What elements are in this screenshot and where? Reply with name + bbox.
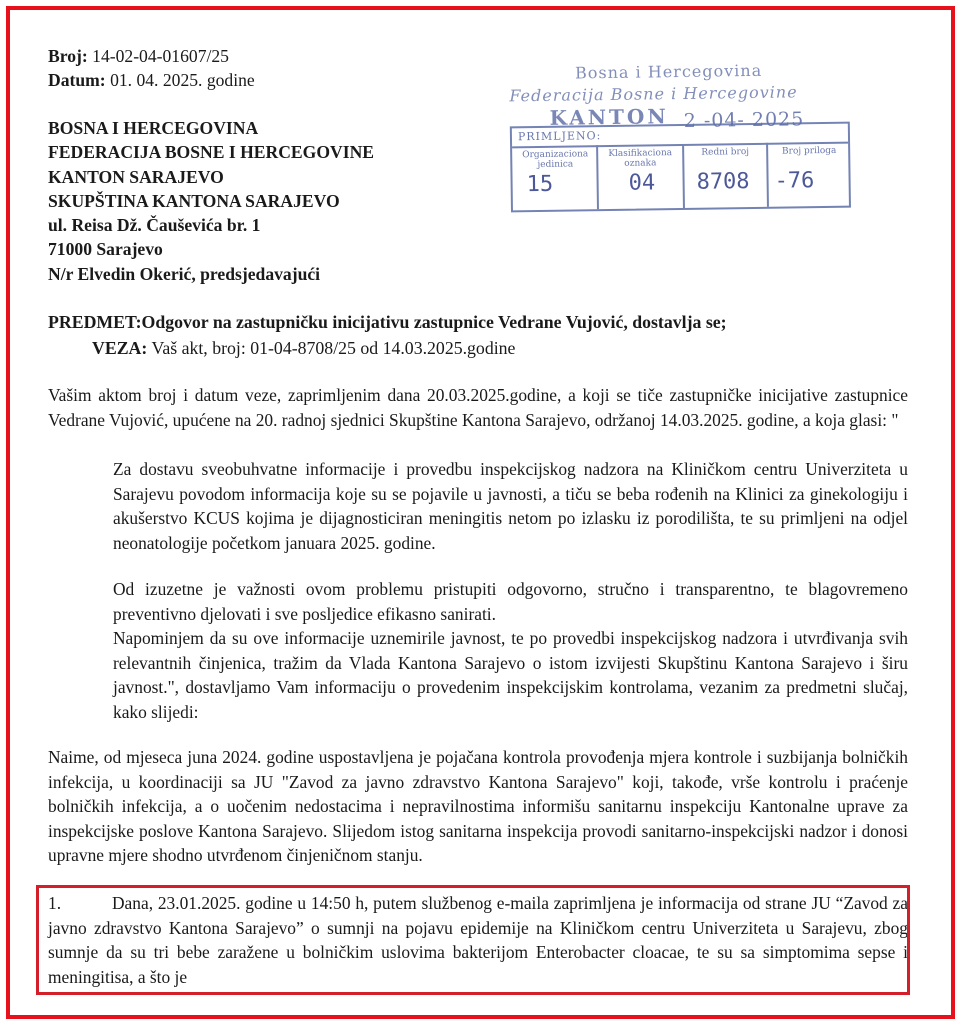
broj-line: Broj: 14-02-04-01607/25 (48, 46, 229, 66)
intro-paragraph: Vašim aktom broj i datum veze, zaprimljenim dana 20.03.2025.godine, a koji se tiče zastupničke inicijative zastupnice Vedrane Vujović, upućene na 20. radnoj sjednici Skupštine Kantona Sarajevo, održanoj 14.03.2025. godine, a koja glasi: " (48, 385, 908, 430)
stamp-date: 2 -04- 2025 (683, 108, 805, 132)
handwritten-entry: -76 (774, 168, 815, 194)
address-line: KANTON SARAJEVO (48, 166, 224, 187)
handwritten-entry: 8708 (696, 169, 750, 195)
address-line: FEDERACIJA BOSNE I HERCEGOVINE (48, 142, 375, 163)
body-paragraph: Naime, od mjeseca juna 2024. godine uspostavljena je pojačana kontrola provođenja mjera kontrole i suzbijanja bolničkih infekcija, u koordinaciji sa JU "Zavod za javno zdravstvo Kantona Sarajevo" koji, takođe, vrše kontrolu i praćenje bolničkih infekcija, a o uočenim nedostacima i nepravilnostima informišu sanitarnu inspekciju Kantonalne uprave za inspekcijske poslove Kantona Sarajevo. Slijedom istog sanitarna inspekcija provodi sanitarno-inspekcijski nadzor i donosi upravne mjere shodno utvrđenom činjeničnom stanju. (48, 747, 908, 865)
address-line: SKUPŠTINA KANTONA SARAJEVO (48, 190, 340, 211)
handwritten-entry: 04 (628, 170, 656, 196)
reference-line: VEZA: Vaš akt, broj: 01-04-8708/25 od 14.03.2025.godine (92, 338, 516, 358)
handwritten-entry: 15 (526, 171, 554, 198)
address-line: 71000 Sarajevo (48, 239, 163, 260)
stamp-table: PRIMLJENO: Organizaciona jedinica Klasifikaciona oznaka Redni broj Broj priloga 15 04 8708 -76 (510, 122, 851, 213)
paragraph-number: 1. (48, 893, 62, 913)
datum-line: Datum: 01. 04. 2025. godine (48, 70, 255, 90)
quoted-paragraph: Za dostavu sveobuhvatne informacije i provedbu inspekcijskog nadzora na Kliničkom centru Univerziteta u Sarajevu povodom informacija koje su se pojavile u javnosti, a tiču se beba rođenih na Klinici za ginekologiju i akušerstvo KCUS kojima je dijagnosticiran meningitis netom po izlasku iz porodilišta, te su primljeni na odjel neonatologije početkom januara 2025. godine. (113, 459, 908, 553)
subject-line: PREDMET:Odgovor na zastupničku inicijativu zastupnice Vedrane Vujović, dostavlja se; (48, 312, 727, 332)
quoted-paragraph: Napominjem da su ove informacije uznemirile javnost, te po provedbi inspekcijskog nadzora i utvrđivanja svih relevantnih činjenica, tražim da Vlada Kantona Sarajevo o istom izvijesti Skupštinu Kantona Sarajevo i širu javnost.", dostavljamo Vam informaciju o provedenim inspekcijskim kontrolama, vezanim za predmetni slučaj, kako slijedi: (113, 628, 908, 722)
address-line: ul. Reisa Dž. Čauševića br. 1 (48, 215, 261, 236)
reception-stamp: Bosna i Hercegovina Federacija Bosne i Hercegovine KANTON 2 -04- 2025 PRIMLJENO: Organizaciona jedinica Klasifikaciona oznaka Redni broj Broj priloga 15 04 8708 -76 (507, 56, 857, 223)
highlight-box (36, 885, 910, 995)
quoted-paragraph: Od izuzetne je važnosti ovom problemu pristupiti odgovorno, stručno i transparentno, te blagovremeno preventivno djelovati i sve posljedice efikasno sanirati. (113, 579, 908, 624)
numbered-paragraph: 1. Dana, 23.01.2025. godine u 14:50 h, putem službenog e-maila zaprimljena je informacija od strane JU “Zavod za javno zdravstvo Kantona Sarajevo” o sumnji na pojavu epidemije na Kliničkom centru Univerziteta u Sarajevu, zbog sumnje da su tri bebe zaražene u bolničkim uslovima bakterijom Enterobacter cloacae, te su sa simptomima sepse i meningitisa, a što je (48, 893, 908, 987)
address-line: N/r Elvedin Okerić, predsjedavajući (48, 263, 321, 284)
document-header (48, 44, 255, 92)
address-line: BOSNA I HERCEGOVINA (48, 118, 259, 138)
recipient-address (48, 116, 374, 286)
